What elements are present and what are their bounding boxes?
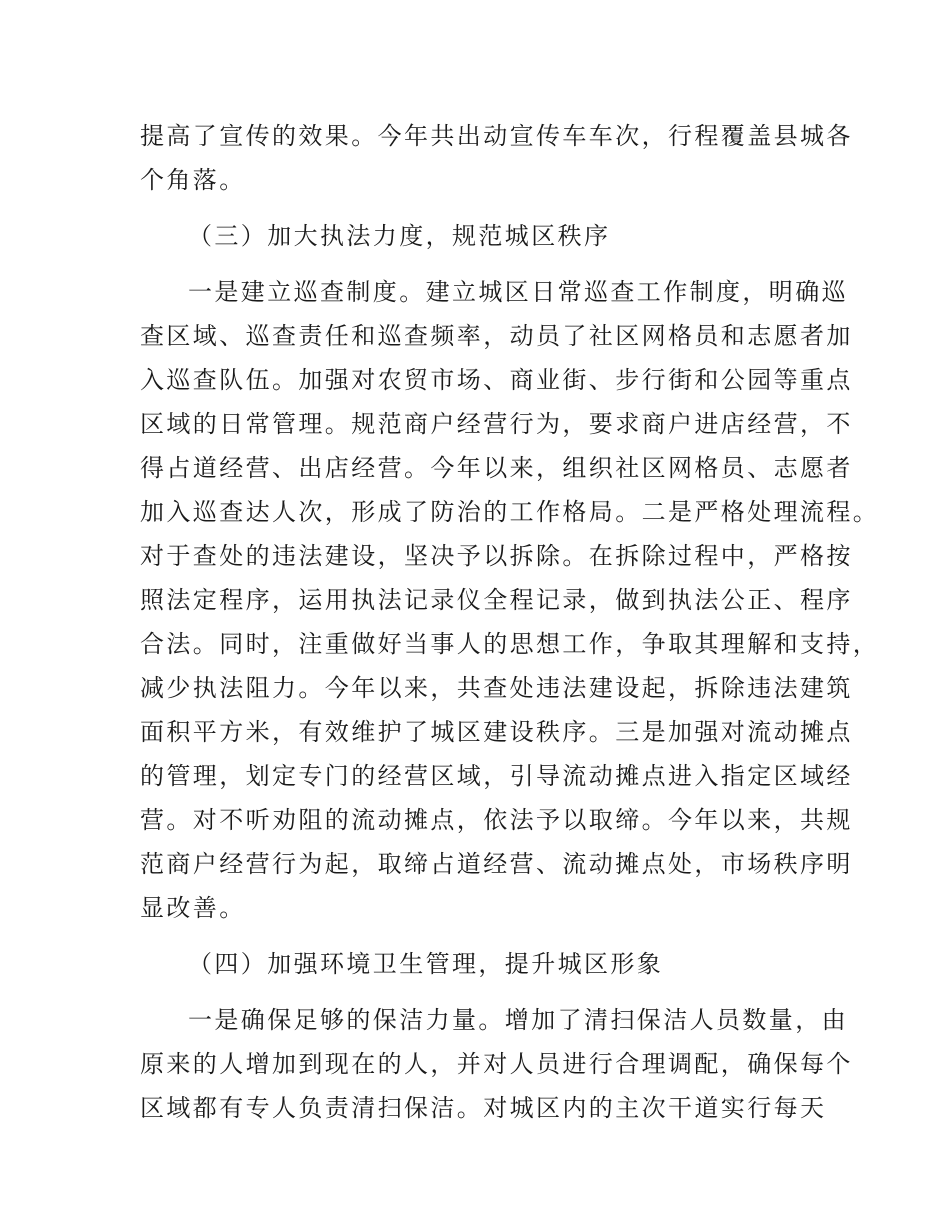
section-heading-3: （三）加大执法力度，规范城区秩序 <box>188 222 611 250</box>
paragraph-line: 面积平方米，有效维护了城区建设秩序。三是加强对流动摊点 <box>140 718 853 746</box>
paragraph-line: 查区域、巡查责任和巡查频率，动员了社区网格员和志愿者加 <box>140 322 853 350</box>
paragraph-line: 照法定程序，运用执法记录仪全程记录，做到执法公正、程序 <box>140 586 853 614</box>
paragraph-line: 合法。同时，注重做好当事人的思想工作，争取其理解和支持， <box>140 630 880 658</box>
paragraph-line: 一是建立巡查制度。建立城区日常巡查工作制度，明确巡 <box>188 278 848 306</box>
paragraph-line: 范商户经营行为起，取缔占道经营、流动摊点处，市场秩序明 <box>140 850 853 878</box>
paragraph-line: 得占道经营、出店经营。今年以来，组织社区网格员、志愿者 <box>140 454 853 482</box>
paragraph-line: 提高了宣传的效果。今年共出动宣传车车次，行程覆盖县城各 <box>140 122 853 150</box>
paragraph-line: 入巡查队伍。加强对农贸市场、商业街、步行街和公园等重点 <box>140 366 853 394</box>
paragraph-line: 原来的人增加到现在的人，并对人员进行合理调配，确保每个 <box>140 1050 853 1078</box>
paragraph-line: 的管理，划定专门的经营区域，引导流动摊点进入指定区域经 <box>140 762 853 790</box>
paragraph-line: 区域都有专人负责清扫保洁。对城区内的主次干道实行每天 <box>140 1094 827 1122</box>
paragraph-line: 个角落。 <box>140 166 246 194</box>
paragraph-line: 对于查处的违法建设，坚决予以拆除。在拆除过程中，严格按 <box>140 542 853 570</box>
paragraph-line: 加入巡查达人次，形成了防治的工作格局。二是严格处理流程。 <box>140 498 880 526</box>
paragraph-line: 显改善。 <box>140 894 246 922</box>
paragraph-line: 减少执法阻力。今年以来，共查处违法建设起，拆除违法建筑 <box>140 674 853 702</box>
paragraph-line: 营。对不听劝阻的流动摊点，依法予以取缔。今年以来，共规 <box>140 806 853 834</box>
paragraph-line: 一是确保足够的保洁力量。增加了清扫保洁人员数量，由 <box>188 1006 848 1034</box>
paragraph-line: 区域的日常管理。规范商户经营行为，要求商户进店经营，不 <box>140 410 853 438</box>
section-heading-4: （四）加强环境卫生管理，提升城区形象 <box>188 950 664 978</box>
